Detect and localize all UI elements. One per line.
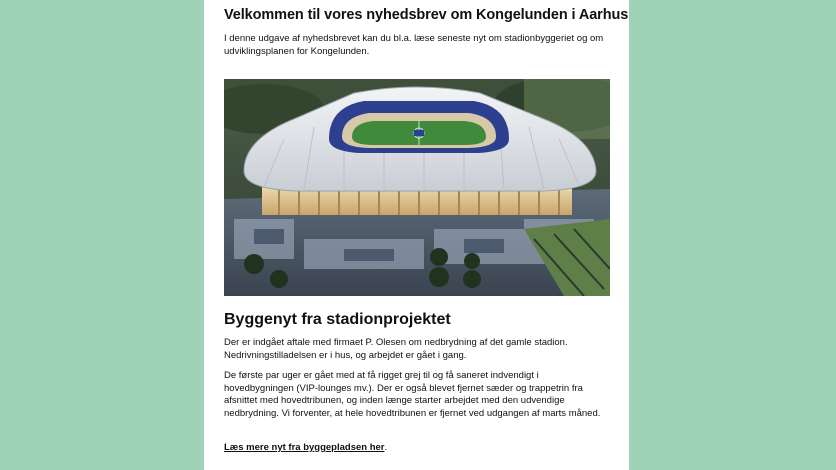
section-title: Byggenyt fra stadionprojektet xyxy=(224,311,451,328)
newsletter-intro: I denne udgave af nyhedsbrevet kan du bl.a. læse seneste nyt om stadionbyggeriet og om udviklingsplanen for Kongelunden. xyxy=(224,33,604,57)
stadium-rendering-image xyxy=(224,79,610,296)
read-more-link[interactable]: Læs mere nyt fra byggepladsen her xyxy=(224,442,385,453)
section-paragraph-2: De første par uger er gået med at få rigget grej til og få saneret indvendigt i hovedbygningen (VIP-lounges mv.). Der er også blevet fjernet sæder og trappetrin fra afsnittet med hovedtribunen, og inden længe starter arbejdet med den udvendige nedbrydning. Vi forventer, at hele hovedtribunen er fjernet ved udgangen af marts måned. xyxy=(224,370,601,419)
newsletter-page xyxy=(204,0,629,470)
newsletter-title: Velkommen til vores nyhedsbrev om Kongelunden i Aarhus xyxy=(224,7,629,23)
read-more-suffix: . xyxy=(384,442,388,453)
section-paragraph-1: Der er indgået aftale med firmaet P. Olesen om nedbrydning af det gamle stadion. Nedrivningstilladelsen er i hus, og arbejdet er gået i gang. xyxy=(224,337,568,361)
read-more-line xyxy=(224,442,387,455)
